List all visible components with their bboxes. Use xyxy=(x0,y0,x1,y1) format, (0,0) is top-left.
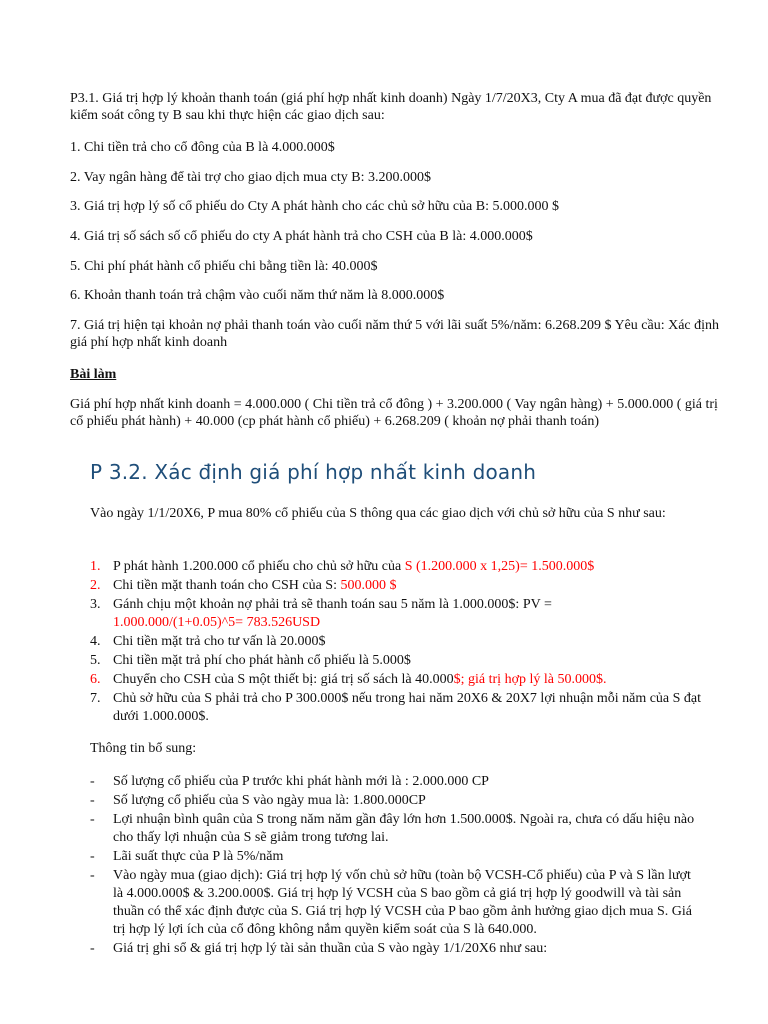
list-item xyxy=(90,690,702,726)
list-item xyxy=(90,671,702,689)
list-dash: - xyxy=(90,941,95,956)
solution-text: Giá phí hợp nhất kinh doanh = 4.000.000 ( Chi tiền trả cổ đông ) + 3.200.000 ( Vay ngân hàng) + 5.000.000 ( giá trị cổ phiếu phát hành) + 40.000 (cp phát hành cổ phiếu) + 6.268.209 ( khoản nợ phải thanh toán) xyxy=(70,397,718,429)
list-number: 1. xyxy=(90,559,101,574)
list-number: 4. xyxy=(90,634,101,649)
list-text: Chi tiền mặt thanh toán cho CSH của S: xyxy=(113,578,341,593)
transaction-list xyxy=(90,558,702,727)
list-text: Lợi nhuận bình quân của S trong năm năm gần đây lớn hơn 1.500.000$. Ngoài ra, chưa có dấu hiệu nào cho thấy lợi nhuận của S sẽ giảm trong tương lai. xyxy=(113,812,695,845)
list-item xyxy=(90,811,702,847)
extra-info-list xyxy=(90,773,702,959)
list-dash: - xyxy=(90,793,95,808)
section-title: P 3.2. Xác định giá phí hợp nhất kinh doanh xyxy=(90,460,537,484)
list-item xyxy=(90,848,702,866)
list-item xyxy=(90,773,702,791)
list-text: Số lượng cổ phiếu của S vào ngày mua là: 1.800.000CP xyxy=(113,793,426,808)
list-highlight: $; giá trị hợp lý là 50.000$. xyxy=(453,672,607,687)
p32-intro: Vào ngày 1/1/20X6, P mua 80% cổ phiếu của S thông qua các giao dịch với chủ sở hữu của S như sau: xyxy=(90,506,666,521)
p31-item-2: 2. Vay ngân hàng để tài trợ cho giao dịch mua cty B: 3.200.000$ xyxy=(70,170,431,185)
list-text: Chủ sở hữu của S phải trả cho P 300.000$ nếu trong hai năm 20X6 & 20X7 lợi nhuận mỗi năm của S đạt dưới 1.000.000$. xyxy=(113,691,702,724)
list-text: Lãi suất thực của P là 5%/năm xyxy=(113,849,284,864)
list-item xyxy=(90,633,702,651)
list-text: Số lượng cổ phiếu của P trước khi phát hành mới là : 2.000.000 CP xyxy=(113,774,489,789)
solution-heading: Bài làm xyxy=(70,367,117,382)
list-dash: - xyxy=(90,774,95,789)
extra-heading: Thông tin bổ sung: xyxy=(90,741,197,756)
list-text: Gánh chịu một khoản nợ phải trả sẽ thanh toán sau 5 năm là 1.000.000$: PV = xyxy=(113,597,552,612)
p31-item-3: 3. Giá trị hợp lý số cổ phiếu do Cty A phát hành cho các chủ sở hữu của B: 5.000.000 $ xyxy=(70,199,559,214)
list-item xyxy=(90,867,702,939)
list-item xyxy=(90,652,702,670)
list-text: P phát hành 1.200.000 cổ phiếu cho chủ sở hữu của xyxy=(113,559,405,574)
list-number: 2. xyxy=(90,578,101,593)
list-dash: - xyxy=(90,812,95,827)
list-text: Chi tiền mặt trả cho tư vấn là 20.000$ xyxy=(113,634,326,649)
list-highlight: 500.000 $ xyxy=(340,578,397,593)
list-item xyxy=(90,792,702,810)
list-text: Vào ngày mua (giao dịch): Giá trị hợp lý vốn chủ sở hữu (toàn bộ VCSH-Cổ phiếu) của P và S lần lượt là 4.000.000$ & 3.200.000$. Giá trị hợp lý VCSH của S bao gồm cả giá trị hợp lý goodwill và tài sản thuần có thể xác định được của S. Giá trị hợp lý VCSH của P bao gồm ảnh hưởng giao dịch mua S. Giá trị hợp lý lợi ích của cổ đông không nắm quyền kiểm soát của S là 640.000. xyxy=(113,868,693,937)
p31-item-1: 1. Chi tiền trả cho cổ đông của B là 4.000.000$ xyxy=(70,140,335,155)
list-item xyxy=(90,558,702,576)
p31-item-6: 6. Khoản thanh toán trả chậm vào cuối năm thứ năm là 8.000.000$ xyxy=(70,288,445,303)
list-text: Giá trị ghi sổ & giá trị hợp lý tài sản thuần của S vào ngày 1/1/20X6 như sau: xyxy=(113,941,548,956)
list-number: 7. xyxy=(90,691,101,706)
list-number: 6. xyxy=(90,672,101,687)
list-dash: - xyxy=(90,849,95,864)
list-number: 5. xyxy=(90,653,101,668)
p31-item-5: 5. Chi phí phát hành cổ phiếu chi bằng tiền là: 40.000$ xyxy=(70,259,378,274)
list-number: 3. xyxy=(90,597,101,612)
list-item xyxy=(90,577,702,595)
list-item xyxy=(90,596,702,632)
list-highlight: 1.000.000/(1+0.05)^5= 783.526USD xyxy=(113,615,321,630)
p31-intro: P3.1. Giá trị hợp lý khoản thanh toán (giá phí hợp nhất kinh doanh) Ngày 1/7/20X3, Cty A mua đã đạt được quyền kiểm soát công ty B sau khi thực hiện các giao dịch sau: xyxy=(70,91,712,123)
list-highlight: S (1.200.000 x 1,25)= 1.500.000$ xyxy=(404,559,595,574)
list-item xyxy=(90,940,702,958)
p31-item-7: 7. Giá trị hiện tại khoản nợ phải thanh toán vào cuối năm thứ 5 với lãi suất 5%/năm: 6.268.209 $ Yêu cầu: Xác định giá phí hợp nhất kinh doanh xyxy=(70,318,720,350)
list-text: Chi tiền mặt trả phí cho phát hành cổ phiếu là 5.000$ xyxy=(113,653,411,668)
list-dash: - xyxy=(90,868,95,883)
p31-item-4: 4. Giá trị số sách số cổ phiếu do cty A phát hành trả cho CSH của B là: 4.000.000$ xyxy=(70,229,533,244)
list-text: Chuyển cho CSH của S một thiết bị: giá trị số sách là 40.000 xyxy=(113,672,454,687)
